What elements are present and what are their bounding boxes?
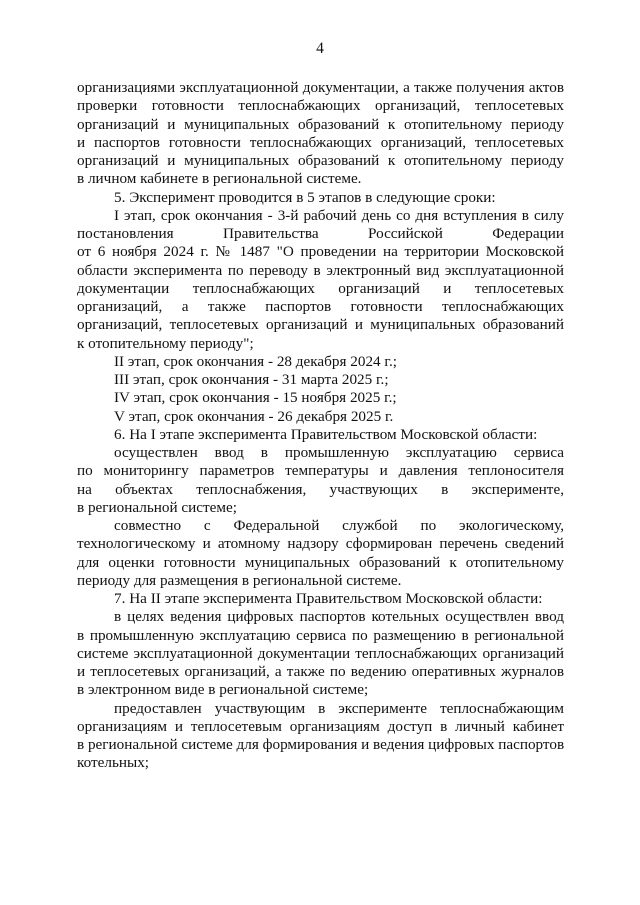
text-line: котельных;: [77, 754, 150, 772]
text-line: организаций, теплосетевых организаций и муниципальных образований: [77, 316, 564, 334]
text-line: для оценки готовности муниципальных образований к отопительному: [77, 553, 564, 571]
text-line: и теплосетевых организаций, а также по ведению оперативных журналов: [77, 663, 564, 680]
text-line: в региональной системе;: [77, 498, 237, 516]
text-line: организаций, а также паспортов готовности теплоснабжающих: [77, 298, 564, 315]
text-line: IV этап, срок окончания - 15 ноября 2025 г.;: [114, 389, 397, 407]
text-line: в электронном виде в региональной системе;: [77, 681, 369, 699]
document-body: [77, 79, 564, 773]
text-line: 5. Эксперимент проводится в 5 этапов в следующие сроки:: [114, 188, 496, 206]
text-line: в личном кабинете в региональной системе.: [77, 170, 362, 188]
text-line: 6. На I этапе эксперимента Правительством Московской области:: [114, 425, 538, 443]
text-line: осуществлен ввод в промышленную эксплуатацию сервиса: [114, 444, 564, 461]
page-number: 4: [316, 40, 324, 57]
text-line: II этап, срок окончания - 28 декабря 2024 г.;: [114, 352, 397, 370]
text-line: организаций и муниципальных образований к отопительному периоду: [77, 115, 564, 133]
text-line: на объектах теплоснабжения, участвующих в эксперименте,: [77, 480, 564, 498]
text-line: предоставлен участвующим в эксперименте теплоснабжающим: [114, 699, 564, 717]
text-line: проверки готовности теплоснабжающих организаций, теплосетевых: [77, 97, 564, 115]
text-line: совместно с Федеральной службой по экологическому,: [114, 517, 564, 534]
text-line: документации теплоснабжающих организаций и теплосетевых: [77, 279, 564, 297]
text-line: V этап, срок окончания - 26 декабря 2025 г.: [114, 407, 394, 425]
text-line: от 6 ноября 2024 г. № 1487 "О проведении на территории Московской: [77, 243, 564, 261]
text-line: по мониторингу параметров температуры и давления теплоносителя: [77, 462, 564, 480]
text-line: III этап, срок окончания - 31 марта 2025 г.;: [114, 371, 389, 388]
text-line: в целях ведения цифровых паспортов котельных осуществлен ввод: [114, 608, 564, 626]
text-line: и паспортов готовности теплоснабжающих организаций, теплосетевых: [77, 133, 564, 151]
text-line: постановления Правительства Российской Федерации: [77, 225, 564, 242]
text-line: 7. На II этапе эксперимента Правительством Московской области:: [114, 590, 543, 607]
text-line: технологическому и атомному надзору сформирован перечень сведений: [77, 535, 564, 553]
text-line: организациями эксплуатационной документации, а также получения актов: [77, 79, 564, 96]
text-line: организациям и теплосетевым организациям доступ в личный кабинет: [77, 717, 564, 735]
text-line: системе эксплуатационной документации теплоснабжающих организаций: [77, 644, 564, 662]
text-line: I этап, срок окончания - 3-й рабочий день со дня вступления в силу: [114, 206, 564, 224]
text-line: к отопительному периоду";: [77, 334, 254, 352]
text-line: в региональной системе для формирования и ведения цифровых паспортов: [77, 736, 565, 753]
text-line: периоду для размещения в региональной системе.: [77, 571, 402, 589]
text-line: области эксперимента по переводу в электронный вид эксплуатационной: [77, 261, 564, 279]
text-line: в промышленную эксплуатацию сервиса по размещению в региональной: [77, 626, 564, 644]
text-line: организаций и муниципальных образований к отопительному периоду: [77, 152, 564, 169]
